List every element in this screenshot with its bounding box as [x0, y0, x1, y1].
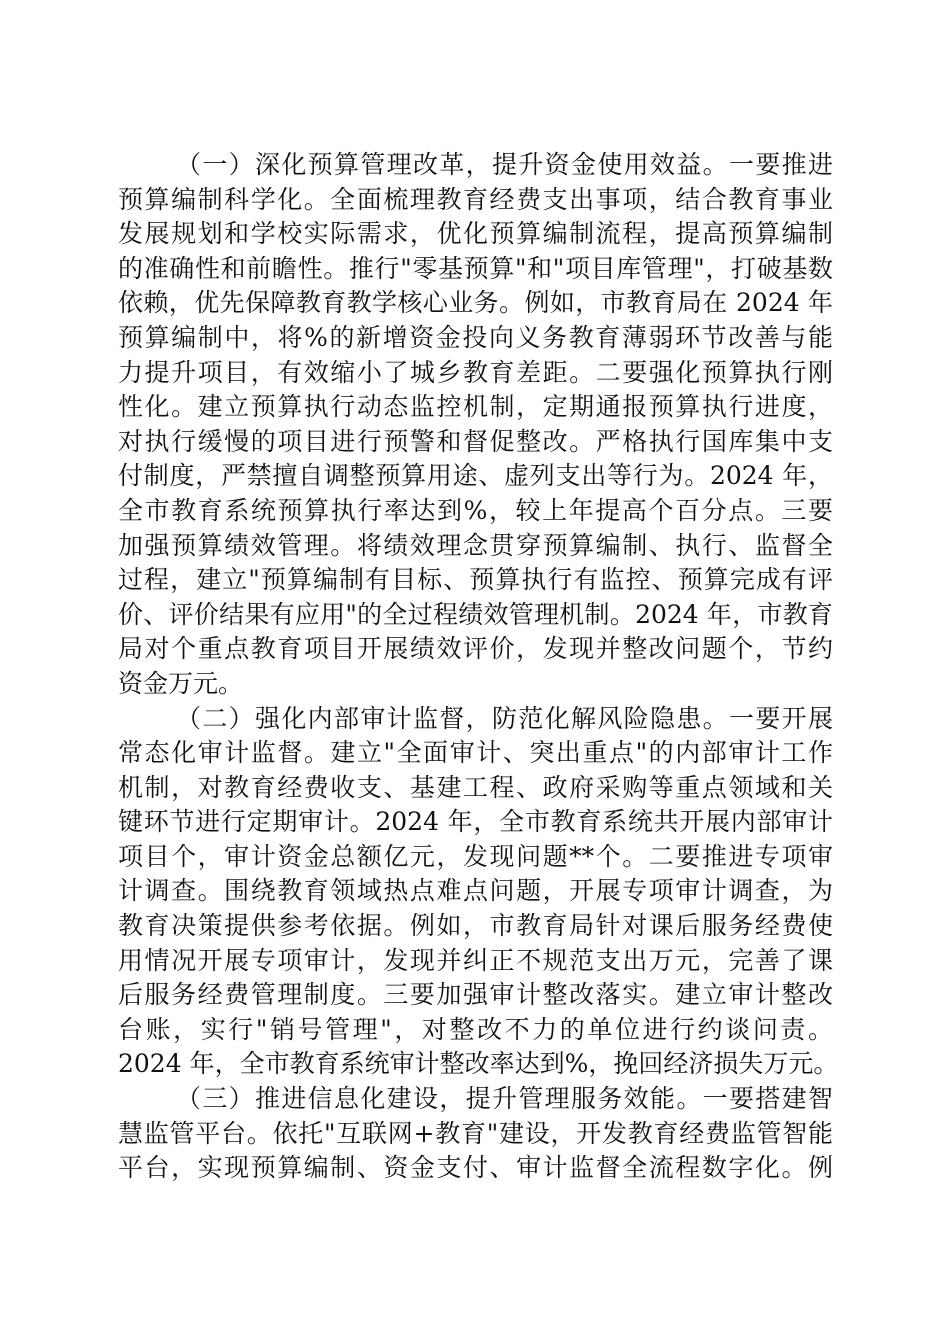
- text-line: 预算编制科学化。全面梳理教育经费支出事项，结合教育事业: [118, 184, 833, 214]
- paragraph-internal-audit: [118, 702, 839, 1083]
- text-line: 资金万元。: [118, 668, 244, 698]
- text-line: 全市教育系统预算执行率达到%，较上年提高个百分点。三要: [118, 495, 833, 525]
- text-line: 依赖，优先保障教育教学核心业务。例如，市教育局在 2024 年: [118, 288, 833, 318]
- text-line: 常态化审计监督。建立"全面审计、突出重点"的内部审计工作: [118, 738, 833, 768]
- text-line: 性化。建立预算执行动态监控机制，定期通报预算执行进度，: [118, 392, 833, 422]
- paragraph-informatization: [118, 1082, 833, 1186]
- text-line: 机制，对教育经费收支、基建工程、政府采购等重点领域和关: [118, 772, 833, 802]
- text-line: 慧监管平台。依托"互联网+教育"建设，开发教育经费监管智能: [118, 1118, 833, 1148]
- text-line: 付制度，严禁擅自调整预算用途、虚列支出等行为。2024 年，: [118, 461, 833, 491]
- text-line: 项目个，审计资金总额亿元，发现问题**个。二要推进专项审: [118, 841, 833, 871]
- text-line: 2024 年，全市教育系统审计整改率达到%，挽回经济损失万元。: [118, 1049, 839, 1079]
- text-line: 用情况开展专项审计，发现并纠正不规范支出万元，完善了课: [118, 945, 833, 975]
- text-line: （二）强化内部审计监督，防范化解风险隐患。一要开展: [176, 703, 833, 733]
- text-line: 计调查。围绕教育领域热点难点问题，开展专项审计调查，为: [118, 876, 833, 906]
- text-line: 教育决策提供参考依据。例如，市教育局针对课后服务经费使: [118, 911, 833, 941]
- text-line: 对执行缓慢的项目进行预警和督促整改。严格执行国库集中支: [118, 426, 833, 456]
- text-line: 台账，实行"销号管理"，对整改不力的单位进行约谈问责。: [118, 1014, 833, 1044]
- text-line: 力提升项目，有效缩小了城乡教育差距。二要强化预算执行刚: [118, 357, 833, 387]
- text-line: 平台，实现预算编制、资金支付、审计监督全流程数字化。例: [118, 1153, 833, 1183]
- text-line: 后服务经费管理制度。三要加强审计整改落实。建立审计整改: [118, 980, 833, 1010]
- text-line: （一）深化预算管理改革，提升资金使用效益。一要推进: [176, 150, 833, 179]
- text-line: （三）推进信息化建设，提升管理服务效能。一要搭建智: [176, 1084, 833, 1114]
- text-line: 发展规划和学校实际需求，优化预算编制流程，提高预算编制: [118, 219, 833, 249]
- paragraph-budget-reform: [118, 148, 833, 702]
- text-line: 键环节进行定期审计。2024 年，全市教育系统共开展内部审计: [118, 807, 833, 837]
- text-line: 过程，建立"预算编制有目标、预算执行有监控、预算完成有评: [118, 565, 833, 595]
- text-line: 预算编制中，将%的新增资金投向义务教育薄弱环节改善与能: [118, 322, 833, 352]
- text-line: 的准确性和前瞻性。推行"零基预算"和"项目库管理"，打破基数: [118, 253, 833, 283]
- text-line: 价、评价结果有应用"的全过程绩效管理机制。2024 年，市教育: [118, 599, 833, 629]
- text-line: 局对个重点教育项目开展绩效评价，发现并整改问题个，节约: [118, 634, 833, 664]
- document-body: [118, 148, 839, 1186]
- text-line: 加强预算绩效管理。将绩效理念贯穿预算编制、执行、监督全: [118, 530, 833, 560]
